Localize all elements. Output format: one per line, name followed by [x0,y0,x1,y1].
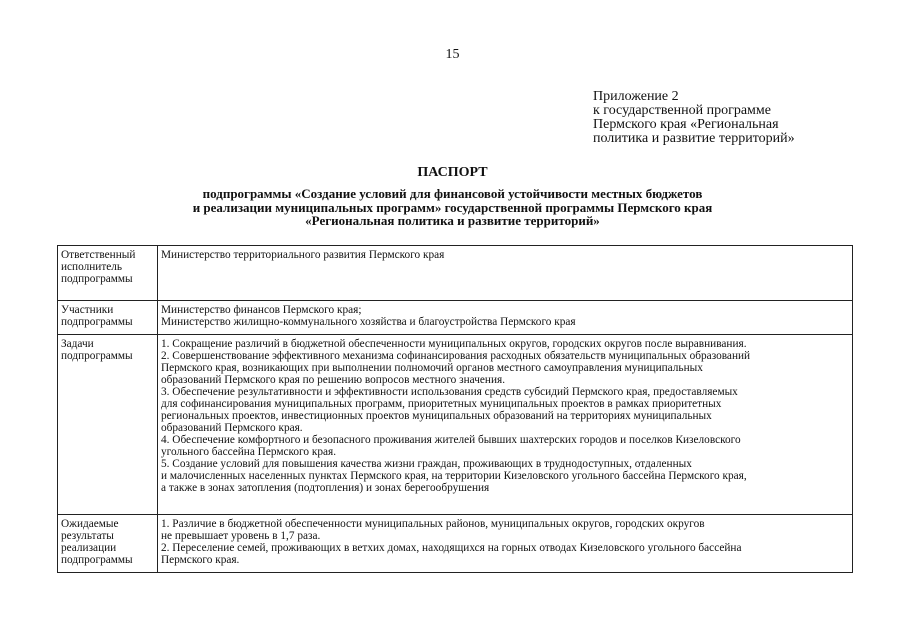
row-label [58,301,158,335]
label-line: Ответственный [61,249,136,261]
content-line: региональных проектов, инвестиционных проектов муниципальных образований на территориях муниципальных [161,410,712,422]
page-number: 15 [445,47,460,62]
appendix-note [593,90,795,146]
label-line: Участники [61,304,114,316]
content-line: Пермского края. [161,554,240,566]
appendix-line: к государственной программе [593,103,771,118]
row-label [58,515,158,573]
row-content [158,335,853,515]
label-line: подпрограммы [61,350,133,362]
content-line: Министерство территориального развития Пермского края [161,249,445,261]
content-line: 2. Переселение семей, проживающих в ветхих домах, находящихся на горных отводах Кизеловского угольного бассейна [161,542,742,554]
label-line: подпрограммы [61,273,133,285]
content-line: для софинансирования муниципальных программ, приоритетных муниципальных проектов в рамках приоритетных [161,398,722,410]
document-title: ПАСПОРТ [417,165,488,180]
table-row [58,335,853,515]
content-line: Министерство жилищно-коммунального хозяйства и благоустройства Пермского края [161,316,576,328]
content-line: образований Пермского края. [161,422,303,434]
content-line: Пермского края, возникающих при выполнении полномочий органов местного самоуправления муниципальных [161,362,703,374]
content-line: 3. Обеспечение результативности и эффективности использования средств субсидий Пермского края, предоставляемых [161,386,738,398]
label-line: подпрограммы [61,316,133,328]
passport-table [57,245,853,573]
table-row [58,301,853,335]
row-content [158,301,853,335]
row-label [58,335,158,515]
content-line: 5. Создание условий для повышения качества жизни граждан, проживающих в труднодоступных, отдаленных [161,458,692,470]
label-line: Задачи [61,338,94,350]
table-row [58,246,853,301]
content-line: 1. Сокращение различий в бюджетной обеспеченности муниципальных округов, городских округов после выравнивания. [161,338,747,350]
label-line: реализации [61,542,117,554]
row-content [158,515,853,573]
content-line: Министерство финансов Пермского края; [161,304,362,316]
subtitle-line: и реализации муниципальных программ» государственной программы Пермского края [192,199,713,215]
content-line: не превышает уровень в 1,7 раза. [161,530,321,542]
content-line: образований Пермского края по решению вопросов местного значения. [161,374,506,386]
appendix-line: Пермского края «Региональная [593,117,779,132]
table-row [58,515,853,573]
content-line: 1. Различие в бюджетной обеспеченности муниципальных районов, муниципальных округов, городских округов [161,518,705,530]
appendix-line: политика и развитие территорий» [593,131,795,146]
row-label [58,246,158,301]
label-line: Ожидаемые [61,518,119,530]
content-line: 4. Обеспечение комфортного и безопасного проживания жителей бывших шахтерских городов и поселков Кизеловского [161,434,741,446]
row-content [158,246,853,301]
content-line: 2. Совершенствование эффективного механизма софинансирования расходных обязательств муниципальных образований [161,350,751,362]
label-line: исполнитель [61,261,123,273]
appendix-line: Приложение 2 [593,89,679,104]
subtitle-line: «Региональная политика и развитие территорий» [305,213,600,228]
document-subtitle [0,187,905,228]
label-line: результаты [61,530,114,542]
content-line: угольного бассейна Пермского края. [161,446,337,458]
content-line: а также в зонах затопления (подтопления) и зонах берегообрушения [161,482,490,494]
content-line: и малочисленных населенных пунктах Пермского края, на территории Кизеловского угольного бассейна Пермского края, [161,470,747,482]
label-line: подпрограммы [61,554,133,566]
subtitle-line: подпрограммы «Создание условий для финансовой устойчивости местных бюджетов [202,186,703,201]
